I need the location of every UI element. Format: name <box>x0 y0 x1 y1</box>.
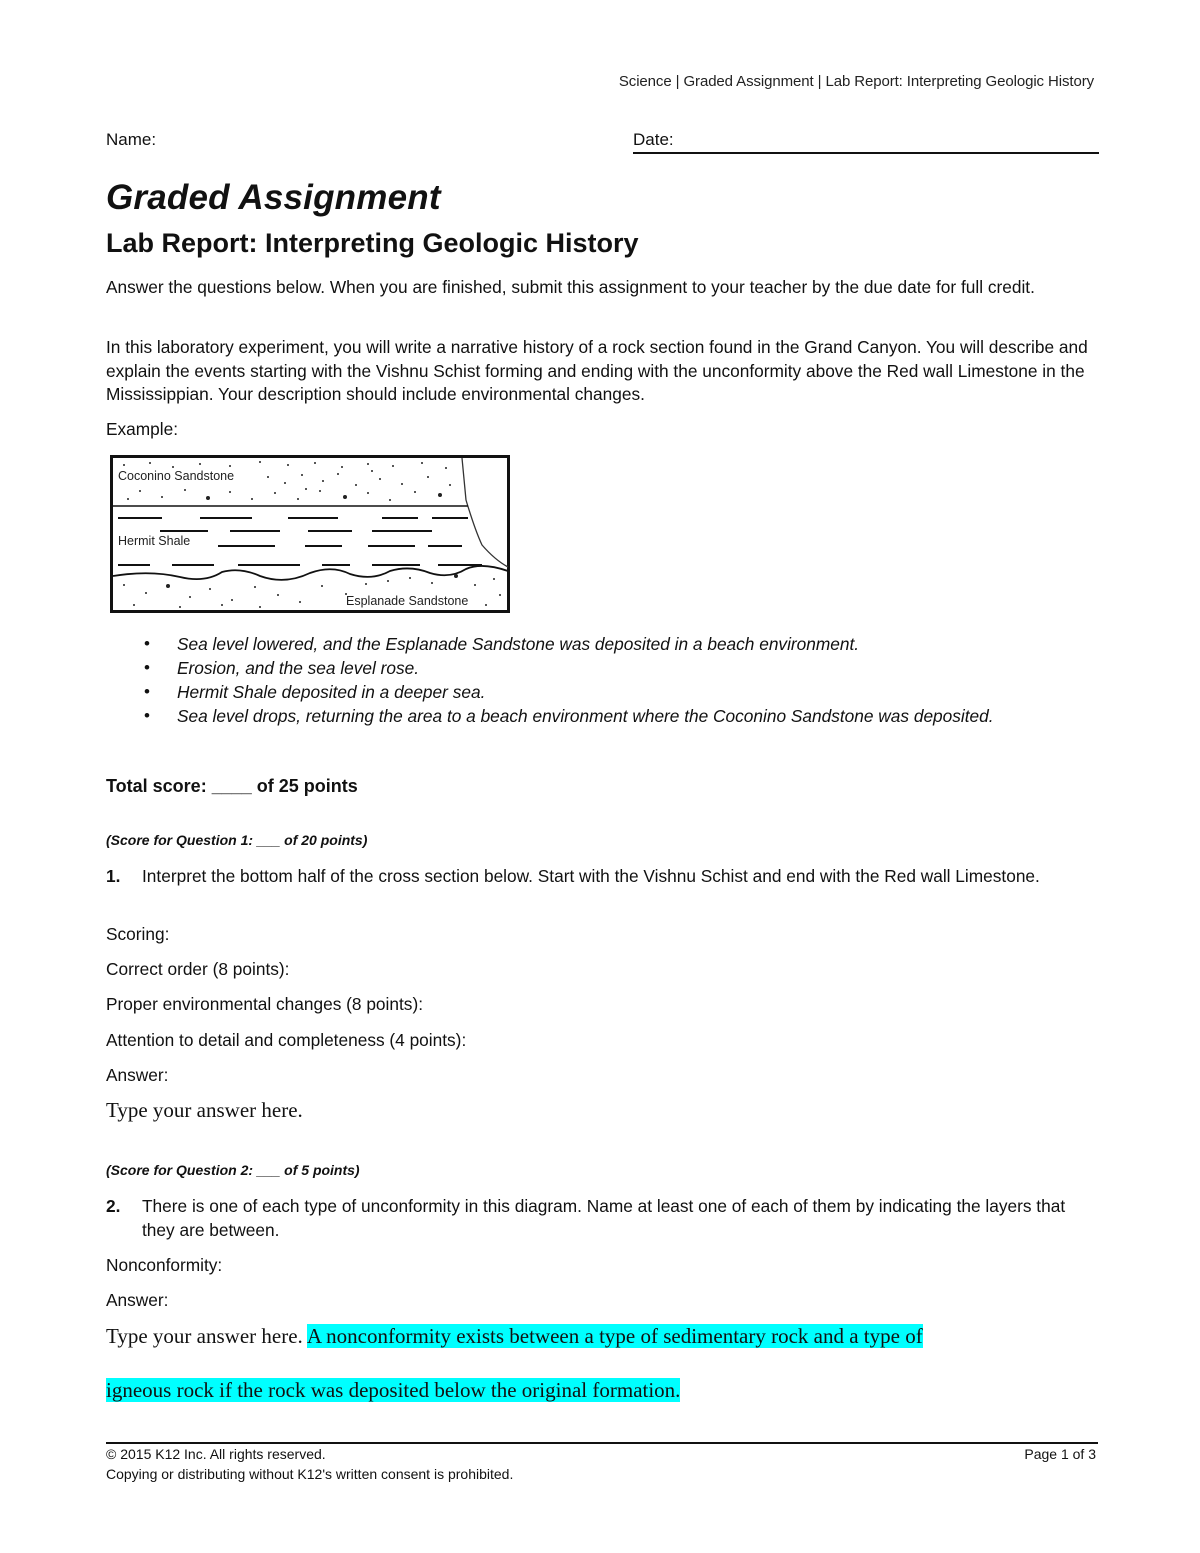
total-score: Total score: ____ of 25 points <box>106 776 358 796</box>
cross-section-diagram <box>110 455 510 615</box>
question-2-score-note: (Score for Question 2: ___ of 5 points) <box>106 1162 360 1178</box>
question-text: Interpret the bottom half of the cross section below. Start with the Vishnu Schist and end with the Red wall Limestone. <box>142 866 1040 886</box>
answer-placeholder: Type your answer here. <box>106 1324 303 1348</box>
example-bullet-list <box>106 632 1046 728</box>
nonconformity-label: Nonconformity: <box>106 1255 223 1275</box>
date-label: Date: <box>633 130 674 149</box>
date-field[interactable] <box>633 130 1099 154</box>
question-number: 1. <box>106 866 121 886</box>
label-hermit: Hermit Shale <box>118 534 191 548</box>
question-1-score-note: (Score for Question 1: ___ of 20 points) <box>106 832 368 848</box>
page-title: Graded Assignment <box>106 178 441 217</box>
answer-label: Answer: <box>106 1065 169 1085</box>
question-2-answer-continuation[interactable] <box>106 1378 680 1403</box>
list-item: • Sea level lowered, and the Esplanade Sandstone was deposited in a beach environment. <box>144 634 860 654</box>
answer-label: Answer: <box>106 1290 169 1310</box>
footer-page-number: Page 1 of 3 <box>1024 1446 1096 1462</box>
bullet-icon: • <box>144 634 150 653</box>
label-coconino: Coconino Sandstone <box>118 469 235 483</box>
description-paragraph: In this laboratory experiment, you will write a narrative history of a rock section found in the Grand Canyon. You will describe and explain the events starting with the Vishnu Schist forming and ending with the unconformity above the Red wall Limestone in the Mississippian. Your description should include environmental changes. <box>106 337 1088 404</box>
highlighted-answer-line-1: A nonconformity exists between a type of sedimentary rock and a type of <box>306 1324 923 1348</box>
example-label: Example: <box>106 419 179 439</box>
question-number: 2. <box>106 1196 121 1216</box>
label-esplanade: Esplanade Sandstone <box>346 594 469 608</box>
question-1 <box>106 865 1096 889</box>
instructions-paragraph: Answer the questions below. When you are finished, submit this assignment to your teacher by the due date for full credit. <box>106 277 1035 297</box>
bullet-icon: • <box>144 658 150 677</box>
list-item: • Sea level drops, returning the area to a beach environment where the Coconino Sandstone was deposited. <box>144 706 994 726</box>
scoring-label: Scoring: <box>106 924 170 944</box>
bullet-icon: • <box>144 706 150 725</box>
list-item: • Erosion, and the sea level rose. <box>144 658 420 678</box>
running-header: Science | Graded Assignment | Lab Report: Interpreting Geologic History <box>618 73 1094 90</box>
footer-copyright: © 2015 K12 Inc. All rights reserved. <box>106 1446 326 1462</box>
list-item: • Hermit Shale deposited in a deeper sea. <box>144 682 486 702</box>
question-1-answer-field[interactable]: Type your answer here. <box>106 1098 303 1122</box>
highlighted-answer-line-2: igneous rock if the rock was deposited below the original formation. <box>106 1378 681 1402</box>
question-2 <box>106 1195 1096 1242</box>
criterion-correct-order: Correct order (8 points): <box>106 959 290 979</box>
page-subtitle: Lab Report: Interpreting Geologic History <box>106 228 639 258</box>
question-text: There is one of each type of unconformity in this diagram. Name at least one of each of them by indicating the layers that they are between. <box>142 1196 1066 1240</box>
bullet-icon: • <box>144 682 150 701</box>
footer-notice: Copying or distributing without K12's written consent is prohibited. <box>106 1466 514 1482</box>
footer-divider <box>106 1442 1098 1444</box>
name-label: Name: <box>106 130 157 149</box>
question-2-answer-field[interactable] <box>106 1324 923 1349</box>
criterion-environmental-changes: Proper environmental changes (8 points): <box>106 994 423 1014</box>
criterion-detail: Attention to detail and completeness (4 points): <box>106 1030 467 1050</box>
